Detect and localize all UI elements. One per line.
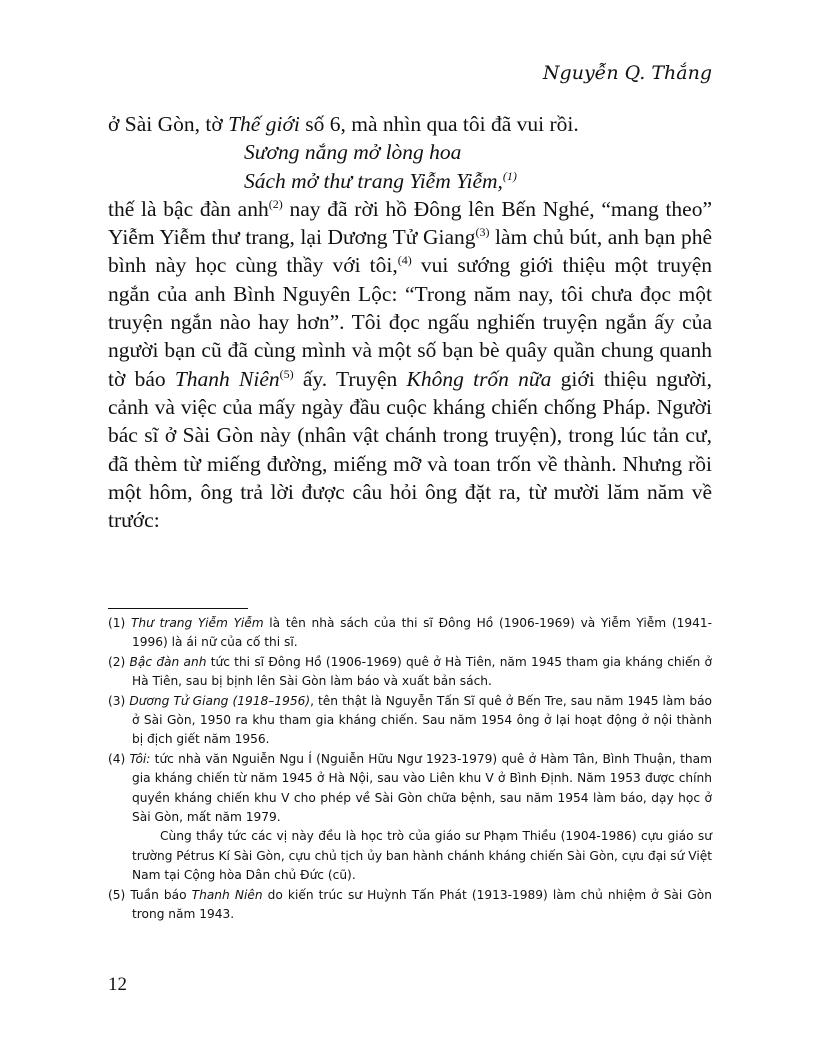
footnote-5 — [108, 886, 712, 925]
text-run: ấy. Truyện — [293, 366, 407, 391]
text-run: nay đã rời hồ Đông lên Bến Nghé, “mang theo” Yiễm Yiễm thư trang, lại Dương Tử Giang — [108, 196, 713, 250]
footnote-marker: (1) — [108, 616, 126, 630]
text-run: làm chủ bút, anh bạn phê bình này học cùng thầy với tôi, — [108, 225, 712, 278]
footnote-ref: (2) — [268, 196, 283, 211]
newspaper-title: Thế giới — [228, 112, 300, 136]
text-run: giới thiệu người, cảnh và việc của mấy ngày đầu cuộc kháng chiến chống Pháp. Người bác sĩ ở Sài Gòn này (nhân vật chánh trong truyện), trong lúc tản cư, đã thèm từ miếng đường, miếng mỡ và toan trốn về thành. Nhưng rồi một hôm, ông trả lời được câu hỏi ông đặt ra, từ mười lăm năm về trước: — [108, 366, 712, 533]
footnote-marker: (3) — [108, 693, 126, 708]
story-title: Không trốn nữa — [406, 366, 552, 391]
footnote-term: Tôi: — [129, 751, 151, 766]
verse-line-2 — [108, 167, 712, 195]
footnote-separator — [108, 608, 248, 609]
verse-line-1: Sương nắng mở lòng hoa — [244, 140, 462, 165]
footnote-text: tức thi sĩ Đông Hồ (1906-1969) quê ở Hà Tiên, năm 1945 tham gia kháng chiến ở Hà Tiên, sau bị bịnh lên Sài Gòn làm báo và xuất bản sách. — [132, 654, 712, 689]
footnote-ref: (1) — [502, 168, 517, 183]
running-header: Nguyễn Q. Thắng — [542, 62, 712, 84]
footnote-ref: (3) — [475, 225, 490, 240]
footnote-ref: (5) — [279, 366, 294, 381]
text-run: số 6, mà nhìn qua tôi đã vui rồi. — [299, 112, 579, 136]
footnote-ref: (4) — [397, 253, 412, 268]
footnote-marker: (5) — [108, 887, 126, 902]
footnote-marker: (4) — [108, 751, 126, 766]
footnote-term: Dương Tử Giang (1918–1956) — [129, 693, 311, 708]
footnote-1 — [108, 614, 712, 653]
footnote-4-continuation: Cùng thầy tức các vị này đều là học trò của giáo sư Phạm Thiều (1904-1986) cựu giáo sư trường Pétrus Kí Sài Gòn, cựu chủ tịch ủy ban hành chánh kháng chiến Sài Gòn, cựu đại sứ Việt Nam tại Cộng hòa Dân chủ Đức (cũ). — [132, 829, 712, 883]
footnote-3 — [108, 692, 712, 750]
footnote-text: tức nhà văn Nguiễn Ngu Í (Nguiễn Hữu Ngư 1923-1979) quê ở Hàm Tân, Bình Thuận, tham gia kháng chiến từ năm 1945 ở Hà Nội, sau vào Liên khu V ở Bình Định. Năm 1953 được chính quyền kháng chiến khu V cho phép về Sài Gòn chữa bệnh, sau năm 1954 làm báo, dạy học ở Sài Gòn, mất năm 1979. — [132, 751, 712, 825]
text-run: vui sướng giới thiệu một truyện ngắn của anh Bình Nguyên Lộc: “Trong năm nay, tôi chưa đọc một truyện ngắn nào hay hơn”. Tôi đọc ngấu nghiến truyện ngắn ấy của người bạn cũ đã cùng mình và một số bạn bè quây quần chung quanh tờ báo — [108, 253, 712, 391]
body-text — [108, 110, 712, 534]
footnote-text: là tên nhà sách của thi sĩ Đông Hồ (1906-1969) và Yiễm Yiễm (1941-1996) là ái nữ của cố thi sĩ. — [132, 616, 712, 650]
footnote-4 — [108, 750, 712, 828]
footnote-2 — [108, 653, 712, 692]
newspaper-title: Thanh Niên — [174, 366, 280, 391]
text-run: ở Sài Gòn, tờ — [108, 112, 229, 136]
footnote-text: do kiến trúc sư Huỳnh Tấn Phát (1913-1989) làm chủ nhiệm ở Sài Gòn trong năm 1943. — [132, 887, 712, 922]
footnote-term: Thư trang Yiễm Yiễm — [130, 616, 264, 630]
page-number: 12 — [108, 974, 127, 995]
main-paragraph — [108, 195, 712, 535]
footnote-term: Bậc đàn anh — [129, 654, 207, 669]
footnotes — [108, 614, 712, 925]
text-run: thế là bậc đàn anh — [108, 196, 269, 221]
verse-text: Sách mở thư trang Yiễm Yiễm, — [244, 168, 503, 193]
footnote-text: Tuần báo — [130, 887, 192, 902]
opening-line — [108, 110, 712, 138]
footnote-term: Thanh Niên — [191, 887, 263, 902]
footnote-text: , tên thật là Nguyễn Tấn Sĩ quê ở Bến Tre, sau năm 1945 làm báo ở Sài Gòn, 1950 ra khu tham gia kháng chiến. Sau năm 1954 ông ở lại hoạt động ở nội thành bị địch giết năm 1956. — [132, 693, 712, 747]
footnote-marker: (2) — [108, 654, 126, 669]
